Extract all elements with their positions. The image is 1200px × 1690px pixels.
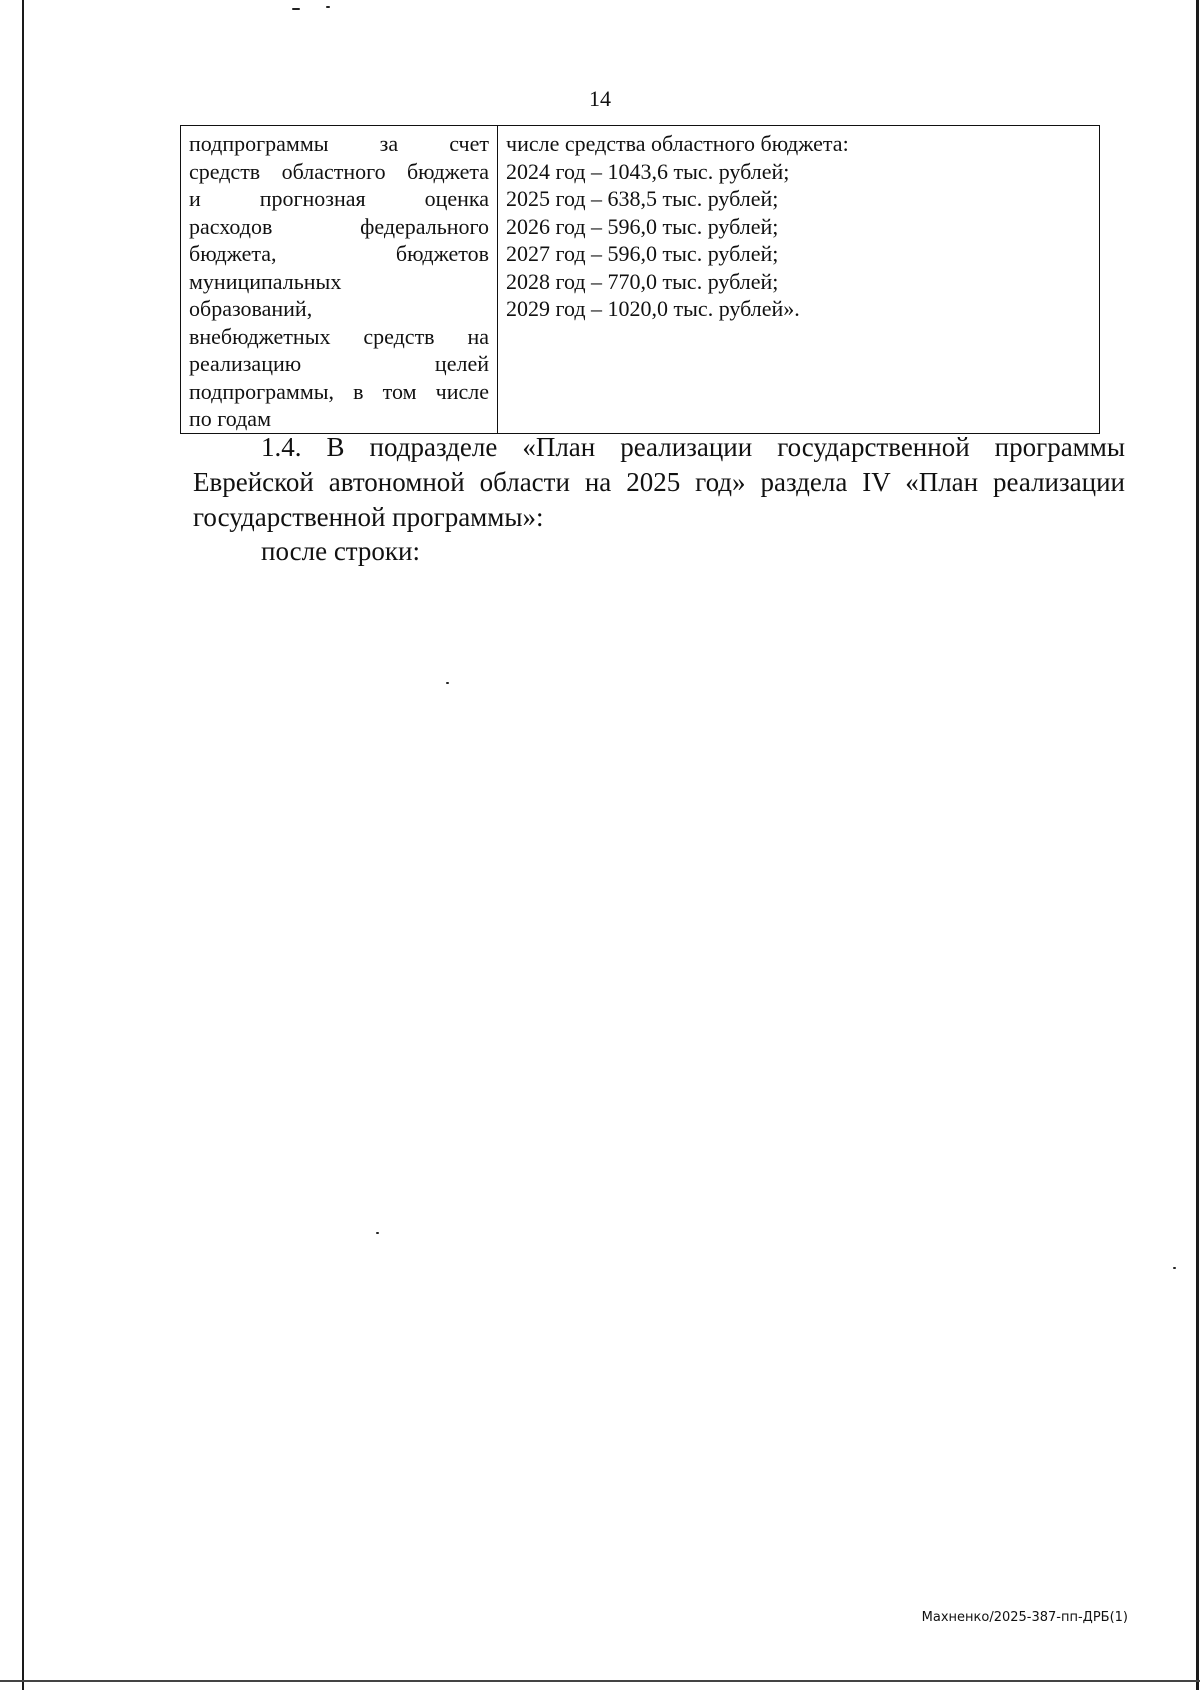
scan-edge-bottom <box>0 1680 1200 1682</box>
scan-edge-left <box>22 0 24 1690</box>
cell-line-year: 2028 год – 770,0 тыс. рублей; <box>506 268 779 294</box>
cell-line: подпрограммы, в том числе <box>189 378 489 404</box>
cell-line: средств областного бюджета <box>189 158 489 184</box>
paragraph-text: 1.4. В подразделе «План реализации государственной программы Еврейской автономной области на 2025 год» раздела IV «План реализации государственной программы»: <box>193 432 1125 532</box>
cell-line: реализацию целей <box>189 351 489 376</box>
budget-table <box>180 125 1100 434</box>
amendment-paragraph <box>193 430 1125 535</box>
cell-line-year: 2026 год – 596,0 тыс. рублей; <box>506 213 779 239</box>
scan-edge-right <box>1196 0 1199 1690</box>
cell-line: муниципальных <box>189 268 342 294</box>
cell-line: внебюджетных средств на <box>189 323 489 349</box>
cell-line-year: 2024 год – 1043,6 тыс. рублей; <box>506 158 790 184</box>
scan-speck <box>1173 1267 1176 1269</box>
table-cell-subprogram-funding-label <box>181 126 498 434</box>
after-line-text: после строки: <box>261 536 420 566</box>
table-row <box>181 126 1100 434</box>
scan-speck <box>376 1232 379 1234</box>
cell-line: и прогнозная оценка <box>189 186 489 211</box>
cell-line: по годам <box>189 406 271 431</box>
page-number: 14 <box>589 86 611 111</box>
table-cell-funding-by-year <box>498 126 1100 434</box>
cell-line-year: 2025 год – 638,5 тыс. рублей; <box>506 186 779 211</box>
document-code: Махненко/2025-387-пп-ДРБ(1) <box>921 1610 1128 1625</box>
scan-speck <box>292 8 300 10</box>
cell-line: бюджета, бюджетов <box>189 241 489 266</box>
cell-line-year: 2029 год – 1020,0 тыс. рублей». <box>506 296 800 321</box>
scan-speck <box>446 682 449 684</box>
scan-speck <box>326 6 330 8</box>
cell-line-year: 2027 год – 596,0 тыс. рублей; <box>506 241 779 266</box>
cell-line: образований, <box>189 296 313 321</box>
cell-line: расходов федерального <box>189 213 489 239</box>
cell-line: числе средства областного бюджета: <box>506 131 849 156</box>
cell-line: подпрограммы за счет <box>189 131 489 156</box>
